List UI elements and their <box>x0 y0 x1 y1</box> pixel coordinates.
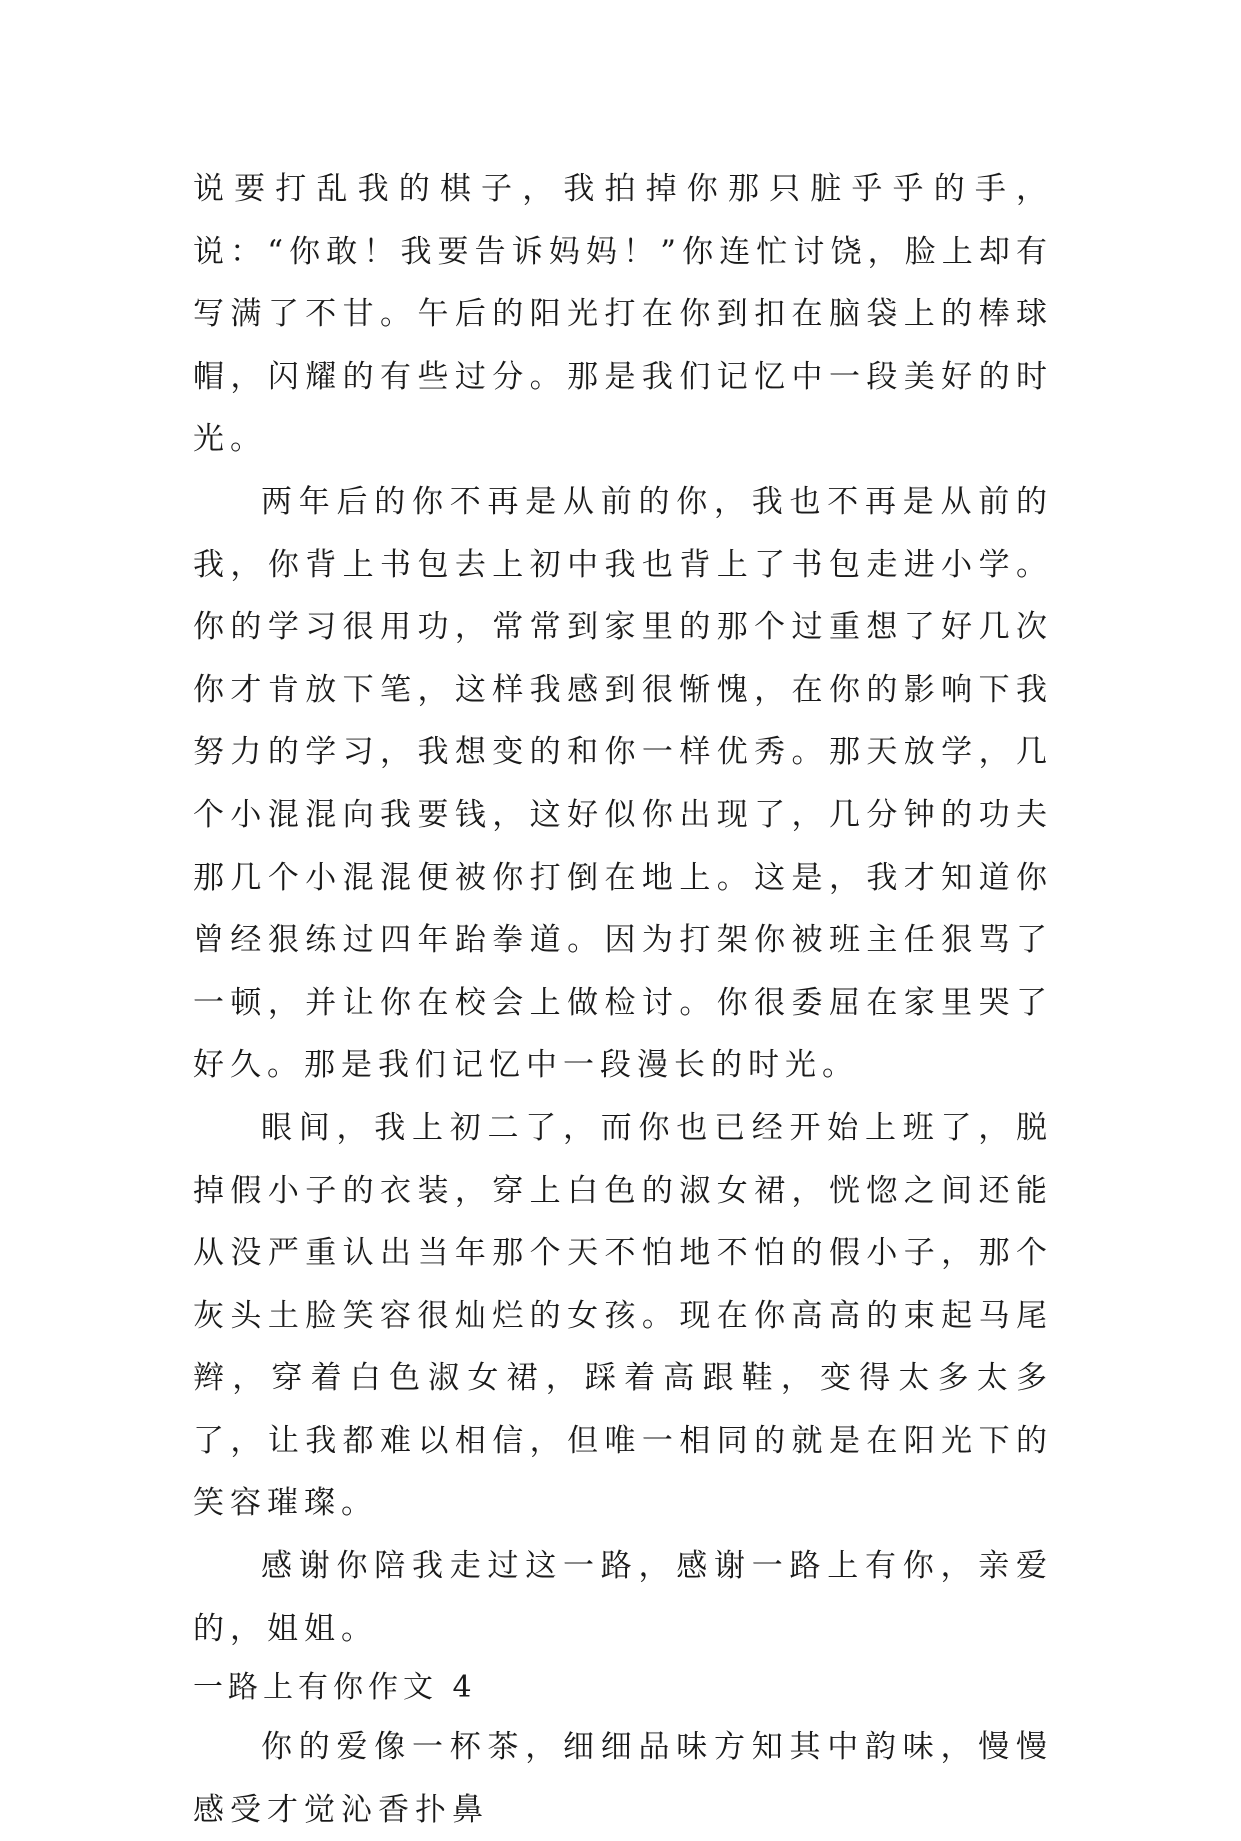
paragraph-4: 感谢你陪我走过这一路，感谢一路上有你，亲爱的，姐姐。 <box>193 1548 1053 1647</box>
paragraph-5: 你的爱像一杯茶，细细品味方知其中韵味，慢慢感受才觉沁香扑鼻 <box>193 1729 1053 1828</box>
paragraph-3: 眼间，我上初二了，而你也已经开始上班了，脱掉假小子的衣装，穿上白色的淑女裙，恍惚之间还能从没严重认出当年那个天不怕地不怕的假小子，那个灰头土脸笑容很灿烂的女孩。现在你高高的束起马尾辫，穿着白色淑女裙，踩着高跟鞋，变得太多太多了，让我都难以相信，但唯一相同的就是在阳光下的笑容璀璨。 <box>193 1109 1053 1522</box>
document-body <box>193 158 1053 1841</box>
paragraph-1: 说要打乱我的棋子，我拍掉你那只脏乎乎的手，说：“你敢！我要告诉妈妈！”你连忙讨饶，脸上却有写满了不甘。午后的阳光打在你到扣在脑袋上的棒球帽，闪耀的有些过分。那是我们记忆中一段美好的时光。 <box>193 171 1053 458</box>
section-heading: 一路上有你作文 4 <box>193 1670 477 1706</box>
paragraph-2: 两年后的你不再是从前的你，我也不再是从前的我，你背上书包去上初中我也背上了书包走进小学。你的学习很用功，常常到家里的那个过重想了好几次你才肯放下笔，这样我感到很惭愧，在你的影响下我努力的学习，我想变的和你一样优秀。那天放学，几个小混混向我要钱，这好似你出现了，几分钟的功夫那几个小混混便被你打倒在地上。这是，我才知道你曾经狠练过四年跆拳道。因为打架你被班主任狠骂了一顿，并让你在校会上做检讨。你很委屈在家里哭了好久。那是我们记忆中一段漫长的时光。 <box>193 483 1053 1084</box>
